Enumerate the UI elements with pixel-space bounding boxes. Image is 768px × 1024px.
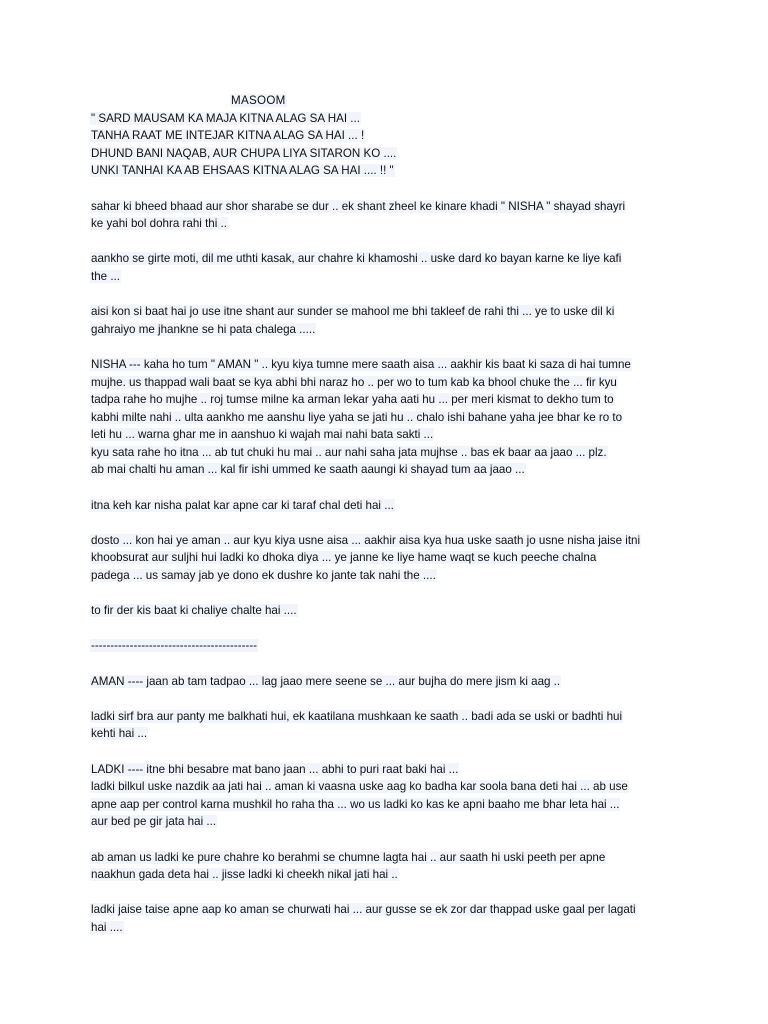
text-line: ab mai chalti hu aman ... kal fir ishi ummed ke saath aaungi ki shayad tum aa jaao ... (91, 463, 525, 477)
text-line: gahraiyo me jhankne se hi pata chalega ..... (91, 322, 316, 336)
text-line: to fir der kis baat ki chaliye chalte hai .... (91, 604, 297, 618)
poem-block (90, 92, 690, 180)
text-line: kabhi milte nahi .. ulta aankho me aanshu liye yaha se jati hu .. chalo ishi bahane yaha jee bhar ke ro to (91, 410, 623, 424)
poem-line: " SARD MAUSAM KA MAJA KITNA ALAG SA HAI ... (91, 111, 360, 125)
text-line: khoobsurat aur suljhi hui ladki ko dhoka diya ... ye janne ke liye hame waqt se kuch peeche chalna (91, 551, 597, 565)
paragraph-6 (90, 532, 690, 585)
paragraph-8 (90, 673, 690, 691)
text-line: sahar ki bheed bhaad aur shor sharabe se dur .. ek shant zheel ke kinare khadi " NISHA " shayad shayri (91, 199, 626, 213)
text-line: itna keh kar nisha palat kar apne car ki taraf chal deti hai ... (91, 498, 394, 512)
paragraph-11 (90, 849, 690, 884)
text-line: tadpa rahe ho mujhe .. roj tumse milne ka arman lekar yaha aati hu ... per meri kismat to dekho tum to (91, 393, 614, 407)
paragraph-3 (90, 303, 690, 338)
poem-line: TANHA RAAT ME INTEJAR KITNA ALAG SA HAI ... ! (91, 129, 365, 143)
paragraph-12 (90, 901, 690, 936)
paragraph-10 (90, 761, 690, 831)
poem-line: UNKI TANHAI KA AB EHSAAS KITNA ALAG SA HAI .... !! " (91, 164, 394, 178)
text-line: ladki bilkul uske nazdik aa jati hai .. aman ki vaasna uske aag ko badha kar soola bana deti hai ... ab use (91, 780, 628, 794)
paragraph-7 (90, 602, 690, 620)
paragraph-5 (90, 497, 690, 515)
text-line: kyu sata rahe ho itna ... ab tut chuki hu mai .. aur nahi saha jata mujhse .. bas ek baar aa jaao ... plz. (91, 445, 607, 459)
poem-line: DHUND BANI NAQAB, AUR CHUPA LIYA SITARON KO .... (91, 146, 397, 160)
text-line: aankho se girte moti, dil me uthti kasak, aur chahre ki khamoshi .. uske dard ko bayan karne ke liye kafi (91, 252, 622, 266)
text-line: ladki jaise taise apne aap ko aman se churwati hai ... aur gusse se ek zor dar thappad uske gaal per lagati (91, 903, 636, 917)
separator-line (90, 637, 690, 655)
text-line: LADKI ---- itne bhi besabre mat bano jaan ... abhi to puri raat baki hai ... (91, 762, 459, 776)
text-line: leti hu ... warna ghar me in aanshuo ki wajah mai nahi bata sakti ... (91, 428, 434, 442)
document-title: MASOOM (231, 94, 286, 107)
text-line: aur bed pe gir jata hai ... (91, 815, 217, 829)
text-line: NISHA --- kaha ho tum " AMAN " .. kyu kiya tumne mere saath aisa ... aakhir kis baat ki saza di hai tumne (91, 357, 631, 371)
paragraph-2 (90, 250, 690, 285)
text-line: hai .... (91, 920, 123, 934)
paragraph-1 (90, 198, 690, 233)
text-line: AMAN ---- jaan ab tam tadpao ... lag jaao mere seene se ... aur bujha do mere jism ki aag .. (91, 674, 561, 688)
paragraph-4 (90, 356, 690, 479)
text-line: ab aman us ladki ke pure chahre ko berahmi se chumne lagta hai .. aur saath hi uski peeth per apne (91, 850, 606, 864)
text-line: kehti hai ... (91, 727, 148, 741)
text-line: ladki sirf bra aur panty me balkhati hui, ek kaatilana mushkaan ke saath .. badi ada se uski or badhti hui (91, 709, 623, 723)
text-line: mujhe. us thappad wali baat se kya abhi bhi naraz ho .. per wo to tum kab ka bhool chuke the ... fir kyu (91, 375, 617, 389)
text-line: padega ... us samay jab ye dono ek dushre ko jante tak nahi the .... (91, 569, 436, 583)
text-line: dosto ... kon hai ye aman .. aur kyu kiya usne aisa ... aakhir aisa kya hua uske saath jo usne nisha jaise itni (91, 533, 641, 547)
text-line: naakhun gada deta hai .. jisse ladki ki cheekh nikal jati hai .. (91, 868, 398, 882)
text-line: apne aap per control karna mushkil ho raha tha ... wo us ladki ko kas ke apni baaho me bhar leta hai ... (91, 797, 620, 811)
text-line: aisi kon si baat hai jo use itne shant aur sunder se mahool me bhi takleef de rahi thi ... ye to uske dil ki (91, 305, 615, 319)
paragraph-9 (90, 708, 690, 743)
dash-separator: ------------------------------------------- (91, 639, 258, 653)
text-line: the ... (91, 269, 121, 283)
document-body (90, 92, 690, 954)
text-line: ke yahi bol dohra rahi thi .. (91, 217, 227, 231)
